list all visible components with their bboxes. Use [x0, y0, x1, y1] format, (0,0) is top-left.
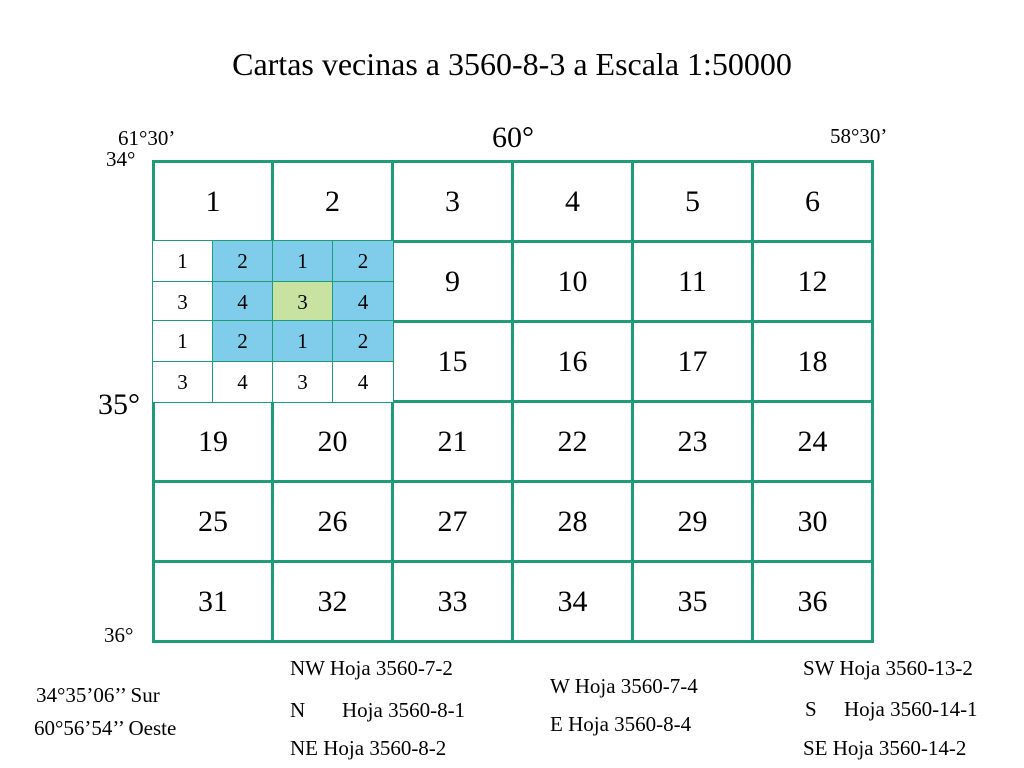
- sheet-13-quarter-1: 1: [152, 320, 213, 362]
- sheet-cell-33: 33: [391, 560, 514, 643]
- middle-latitude-label: 35°: [98, 388, 140, 421]
- neighbor-s-sheet: Hoja 3560-14-1: [844, 697, 978, 721]
- sheet-8-quarter-4: 4: [332, 281, 394, 323]
- sheet-13-quarter-4: 4: [212, 361, 273, 403]
- neighbor-s-direction: S: [805, 697, 817, 721]
- sheet-cell-6: 6: [751, 160, 874, 243]
- west-longitude-label: 61°30’: [118, 126, 176, 150]
- sheet-7-quarter-3: 3: [152, 281, 213, 323]
- neighbor-sw: SW Hoja 3560-13-2: [803, 656, 973, 680]
- sheet-8-quarter-3-selected: 3: [272, 281, 333, 323]
- sheet-cell-28: 28: [511, 480, 634, 563]
- sheet-cell-1: 1: [152, 160, 274, 243]
- sheet-cell-17: 17: [631, 320, 754, 403]
- page-title: Cartas vecinas a 3560-8-3 a Escala 1:50000: [232, 46, 792, 82]
- sheet-14-quarter-3: 3: [272, 361, 333, 403]
- top-latitude-label: 34°: [106, 147, 136, 171]
- neighbor-n-sheet: Hoja 3560-8-1: [342, 698, 466, 722]
- sheet-cell-3: 3: [391, 160, 514, 243]
- sheet-cell-21: 21: [391, 400, 514, 483]
- sheet-cell-2: 2: [271, 160, 394, 243]
- sheet-cell-19: 19: [152, 400, 274, 483]
- neighbor-ne: NE Hoja 3560-8-2: [290, 736, 447, 760]
- sheet-cell-20: 20: [271, 400, 394, 483]
- east-longitude-label: 58°30’: [830, 124, 888, 148]
- center-longitude-label: 60°: [492, 121, 534, 154]
- sheet-8-quarter-2: 2: [332, 240, 394, 282]
- neighbor-w: W Hoja 3560-7-4: [550, 674, 698, 698]
- sheet-13-quarter-3: 3: [152, 361, 213, 403]
- sheet-grid: [152, 160, 874, 643]
- sheet-cell-24: 24: [751, 400, 874, 483]
- sheet-cell-35: 35: [631, 560, 754, 643]
- sheet-cell-30: 30: [751, 480, 874, 563]
- sheet-13-quarter-2: 2: [212, 320, 273, 362]
- sheet-7-quarter-2: 2: [212, 240, 273, 282]
- sheet-cell-31: 31: [152, 560, 274, 643]
- neighbor-nw: NW Hoja 3560-7-2: [290, 656, 453, 680]
- sheet-cell-36: 36: [751, 560, 874, 643]
- sheet-cell-25: 25: [152, 480, 274, 563]
- neighbor-e: E Hoja 3560-8-4: [550, 712, 692, 736]
- sheet-8-quarter-1: 1: [272, 240, 333, 282]
- neighbor-se: SE Hoja 3560-14-2: [803, 736, 967, 760]
- sheet-14-quarter-4: 4: [332, 361, 394, 403]
- sheet-cell-22: 22: [511, 400, 634, 483]
- sheet-cell-32: 32: [271, 560, 394, 643]
- sheet-cell-27: 27: [391, 480, 514, 563]
- sheet-14-quarter-1: 1: [272, 320, 333, 362]
- sheet-cell-9: 9: [391, 240, 514, 323]
- sheet-cell-10: 10: [511, 240, 634, 323]
- location-latitude: 34°35’06’’ Sur: [36, 683, 160, 707]
- bottom-latitude-label: 36°: [104, 623, 134, 647]
- sheet-cell-34: 34: [511, 560, 634, 643]
- sheet-cell-18: 18: [751, 320, 874, 403]
- location-longitude: 60°56’54’’ Oeste: [34, 716, 177, 740]
- sheet-7-quarter-1: 1: [152, 240, 213, 282]
- neighbor-n-direction: N: [290, 698, 306, 722]
- sheet-cell-5: 5: [631, 160, 754, 243]
- sheet-cell-16: 16: [511, 320, 634, 403]
- sheet-7-quarter-4: 4: [212, 281, 273, 323]
- sheet-cell-29: 29: [631, 480, 754, 563]
- sheet-cell-26: 26: [271, 480, 394, 563]
- sheet-cell-23: 23: [631, 400, 754, 483]
- sheet-14-quarter-2: 2: [332, 320, 394, 362]
- sheet-cell-15: 15: [391, 320, 514, 403]
- sheet-cell-12: 12: [751, 240, 874, 323]
- sheet-cell-11: 11: [631, 240, 754, 323]
- sheet-cell-4: 4: [511, 160, 634, 243]
